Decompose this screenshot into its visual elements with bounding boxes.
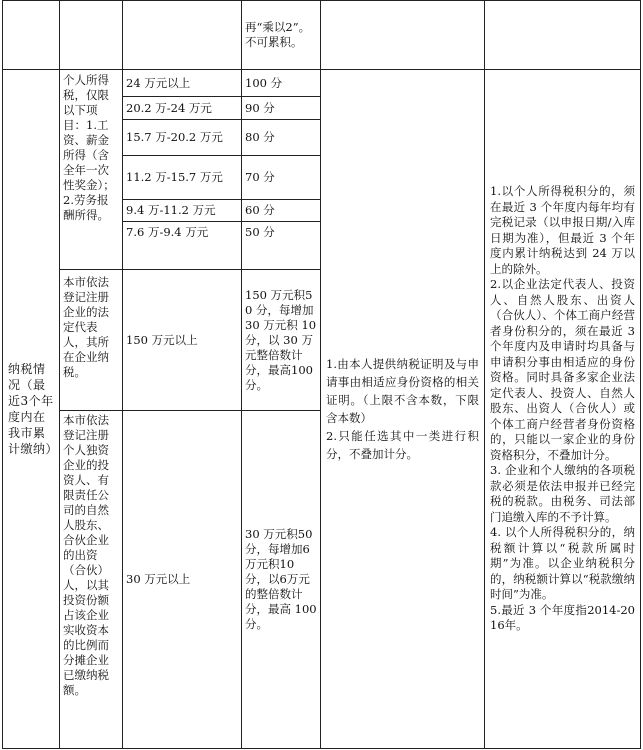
cell-empty bbox=[321, 1, 485, 70]
materials-item-1: 1.由本人提供纳税证明及与申请事由相适应身份资格的相关证明。（上限不含本数，下限含本数） bbox=[326, 357, 479, 425]
section-label-tax: 纳税情况（最近3个年度内在我市累计缴纳） bbox=[3, 70, 60, 749]
notes-item-5: 5.最近 3 个年度指2014-2016年。 bbox=[490, 602, 635, 633]
continuation-text-2: 不可累积。 bbox=[245, 35, 303, 49]
table-row-tax-tier bbox=[3, 70, 641, 97]
tier-score: 70 分 bbox=[242, 156, 321, 200]
cell-empty bbox=[123, 1, 242, 70]
table-row-continuation bbox=[3, 1, 641, 70]
notes-item-2: 2.以企业法定代表人、投资人、自然人股东、出资人（合伙人）、个体工商户经营者身份积分的，须在最近 3 个年度内及申请时均具备与申请积分事由相适应的身份资格。同时具备多家企业法定代表人、投资人、自然人股东、出资人（合伙人）或个体工商户经营者身份资格的，只能以一家企业的身份资格积分，不叠加计分。 bbox=[490, 277, 635, 462]
materials-cell bbox=[321, 70, 485, 749]
tier-range: 15.7 万-20.2 万元 bbox=[123, 120, 242, 156]
tier-range: 24 万元以上 bbox=[123, 70, 242, 97]
category-individual-tax: 个人所得税，仅限以下项目：1.工资、薪金所得（含全年一次性奖金）；2.劳务报酬所得。 bbox=[60, 70, 123, 270]
cell-empty bbox=[3, 1, 60, 70]
materials-item-2: 2.只能任选其中一类进行积分，不叠加计分。 bbox=[326, 429, 479, 461]
tier-score: 60 分 bbox=[242, 200, 321, 222]
tier-score: 50 分 bbox=[242, 222, 321, 270]
cell-continuation-score bbox=[242, 1, 321, 70]
tier-range: 7.6 万-9.4 万元 bbox=[123, 222, 242, 270]
tier-score: 90 分 bbox=[242, 97, 321, 120]
notes-item-3: 3. 企业和个人缴纳的各项税款必须是依法申报并已经完税的税款。由税务、司法部门追缴入库的不予计算。 bbox=[490, 463, 635, 524]
scoring-table bbox=[2, 0, 641, 749]
investor-range: 30 万元以上 bbox=[123, 411, 242, 749]
notes-item-1: 1.以个人所得税积分的，须在最近 3 个年度内每年均有完税记录（以申报日期/入库日期为准），但最近 3 个年度内累计纳税达到 24 万以上的除外。 bbox=[490, 184, 635, 276]
tier-range: 9.4 万-11.2 万元 bbox=[123, 200, 242, 222]
cell-empty bbox=[60, 1, 123, 70]
tier-range: 11.2 万-15.7 万元 bbox=[123, 156, 242, 200]
legal-rep-range: 150 万元以上 bbox=[123, 270, 242, 411]
tier-range: 20.2 万-24 万元 bbox=[123, 97, 242, 120]
investor-score: 30 万元积50 分，每增加6万元积10分，以6万元的整倍数计分，最高 100分。 bbox=[242, 411, 321, 749]
continuation-text-1: 再“乘以2”。 bbox=[245, 20, 311, 34]
legal-rep-score: 150 万元积50 分，每增加 30 万元积 10 分，以 30 万元整倍数计分，最高100分。 bbox=[242, 270, 321, 411]
notes-item-4: 4. 以个人所得税积分的，纳税额计算以“税款所属时期”为准。以企业纳税积分的，纳税额计算以“税款缴纳时间”为准。 bbox=[490, 525, 635, 602]
cell-empty bbox=[485, 1, 641, 70]
category-legal-rep: 本市依法登记注册企业的法定代表人，其所在企业纳税。 bbox=[60, 270, 123, 411]
tier-score: 80 分 bbox=[242, 120, 321, 156]
category-investor: 本市依法登记注册个人独资企业的投资人、有限责任公司的自然人股东、合伙企业的出资（合伙）人，以其投资份额占该企业实收资本的比例而分摊企业已缴纳税额。 bbox=[60, 411, 123, 749]
tier-score: 100 分 bbox=[242, 70, 321, 97]
notes-cell bbox=[485, 70, 641, 749]
